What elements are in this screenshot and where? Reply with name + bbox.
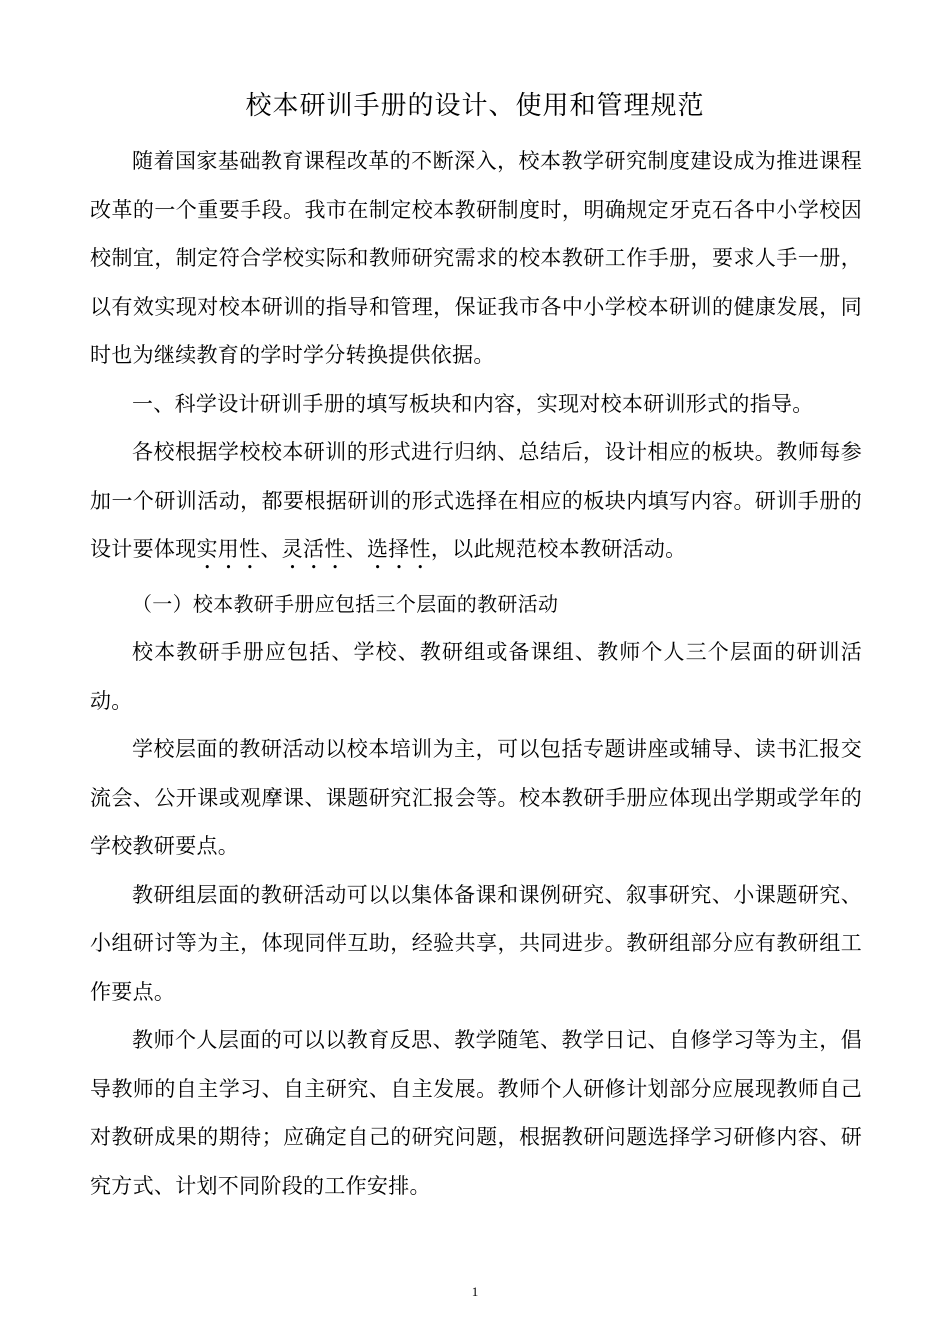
paragraph-group-level: 教研组层面的教研活动可以以集体备课和课例研究、叙事研究、小课题研究、小组研讨等为主，体现同伴互助，经验共享，共同进步。教研组部分应有教研组工作要点。 bbox=[90, 882, 862, 1004]
document-title: 校本研训手册的设计、使用和管理规范 bbox=[245, 91, 705, 121]
paragraph-design-text: 各校根据学校校本研训的形式进行归纳、总结后，设计相应的板块。教师每参加一个研训活动，都要根据研训的形式选择在相应的板块内填写内容。研训手册的设计要体现 bbox=[90, 440, 862, 561]
page-number: 1 bbox=[471, 1284, 479, 1299]
separator: 、 bbox=[260, 537, 282, 561]
separator: 、 bbox=[345, 537, 367, 561]
paragraph-intro: 随着国家基础教育课程改革的不断深入，校本教学研究制度建设成为推进课程改革的一个重要手段。我市在制定校本教研制度时，明确规定牙克石各中小学校因校制宜，制定符合学校实际和教师研究需求的校本教研工作手册，要求人手一册，以有效实现对校本研训的指导和管理，保证我市各中小学校本研训的健康发展，同时也为继续教育的学时学分转换提供依据。 bbox=[90, 149, 862, 367]
emphasis-flexibility: 灵活性 bbox=[281, 537, 346, 561]
paragraph-design bbox=[90, 428, 862, 574]
paragraph-school-level: 学校层面的教研活动以校本培训为主，可以包括专题讲座或辅导、读书汇报交流会、公开课或观摩课、课题研究汇报会等。校本教研手册应体现出学期或学年的学校教研要点。 bbox=[90, 737, 862, 858]
paragraph-three-levels: 校本教研手册应包括、学校、教研组或备课组、教师个人三个层面的研训活动。 bbox=[90, 640, 862, 713]
emphasis-selectivity: 选择性 bbox=[366, 537, 431, 561]
document-body bbox=[90, 137, 862, 1210]
subsection-heading-1: （一）校本教研手册应包括三个层面的教研活动 bbox=[132, 592, 559, 616]
emphasis-practicality: 实用性 bbox=[196, 537, 261, 561]
paragraph-teacher-level: 教师个人层面的可以以教育反思、教学随笔、教学日记、自修学习等为主，倡导教师的自主学习、自主研究、自主发展。教师个人研修计划部分应展现教师自己对教研成果的期待；应确定自己的研究问题，根据教研问题选择学习研修内容、研究方式、计划不同阶段的工作安排。 bbox=[90, 1028, 862, 1198]
section-heading-1: 一、科学设计研训手册的填写板块和内容，实现对校本研训形式的指导。 bbox=[132, 391, 814, 416]
paragraph-design-text-end: ，以此规范校本教研活动。 bbox=[430, 537, 687, 561]
